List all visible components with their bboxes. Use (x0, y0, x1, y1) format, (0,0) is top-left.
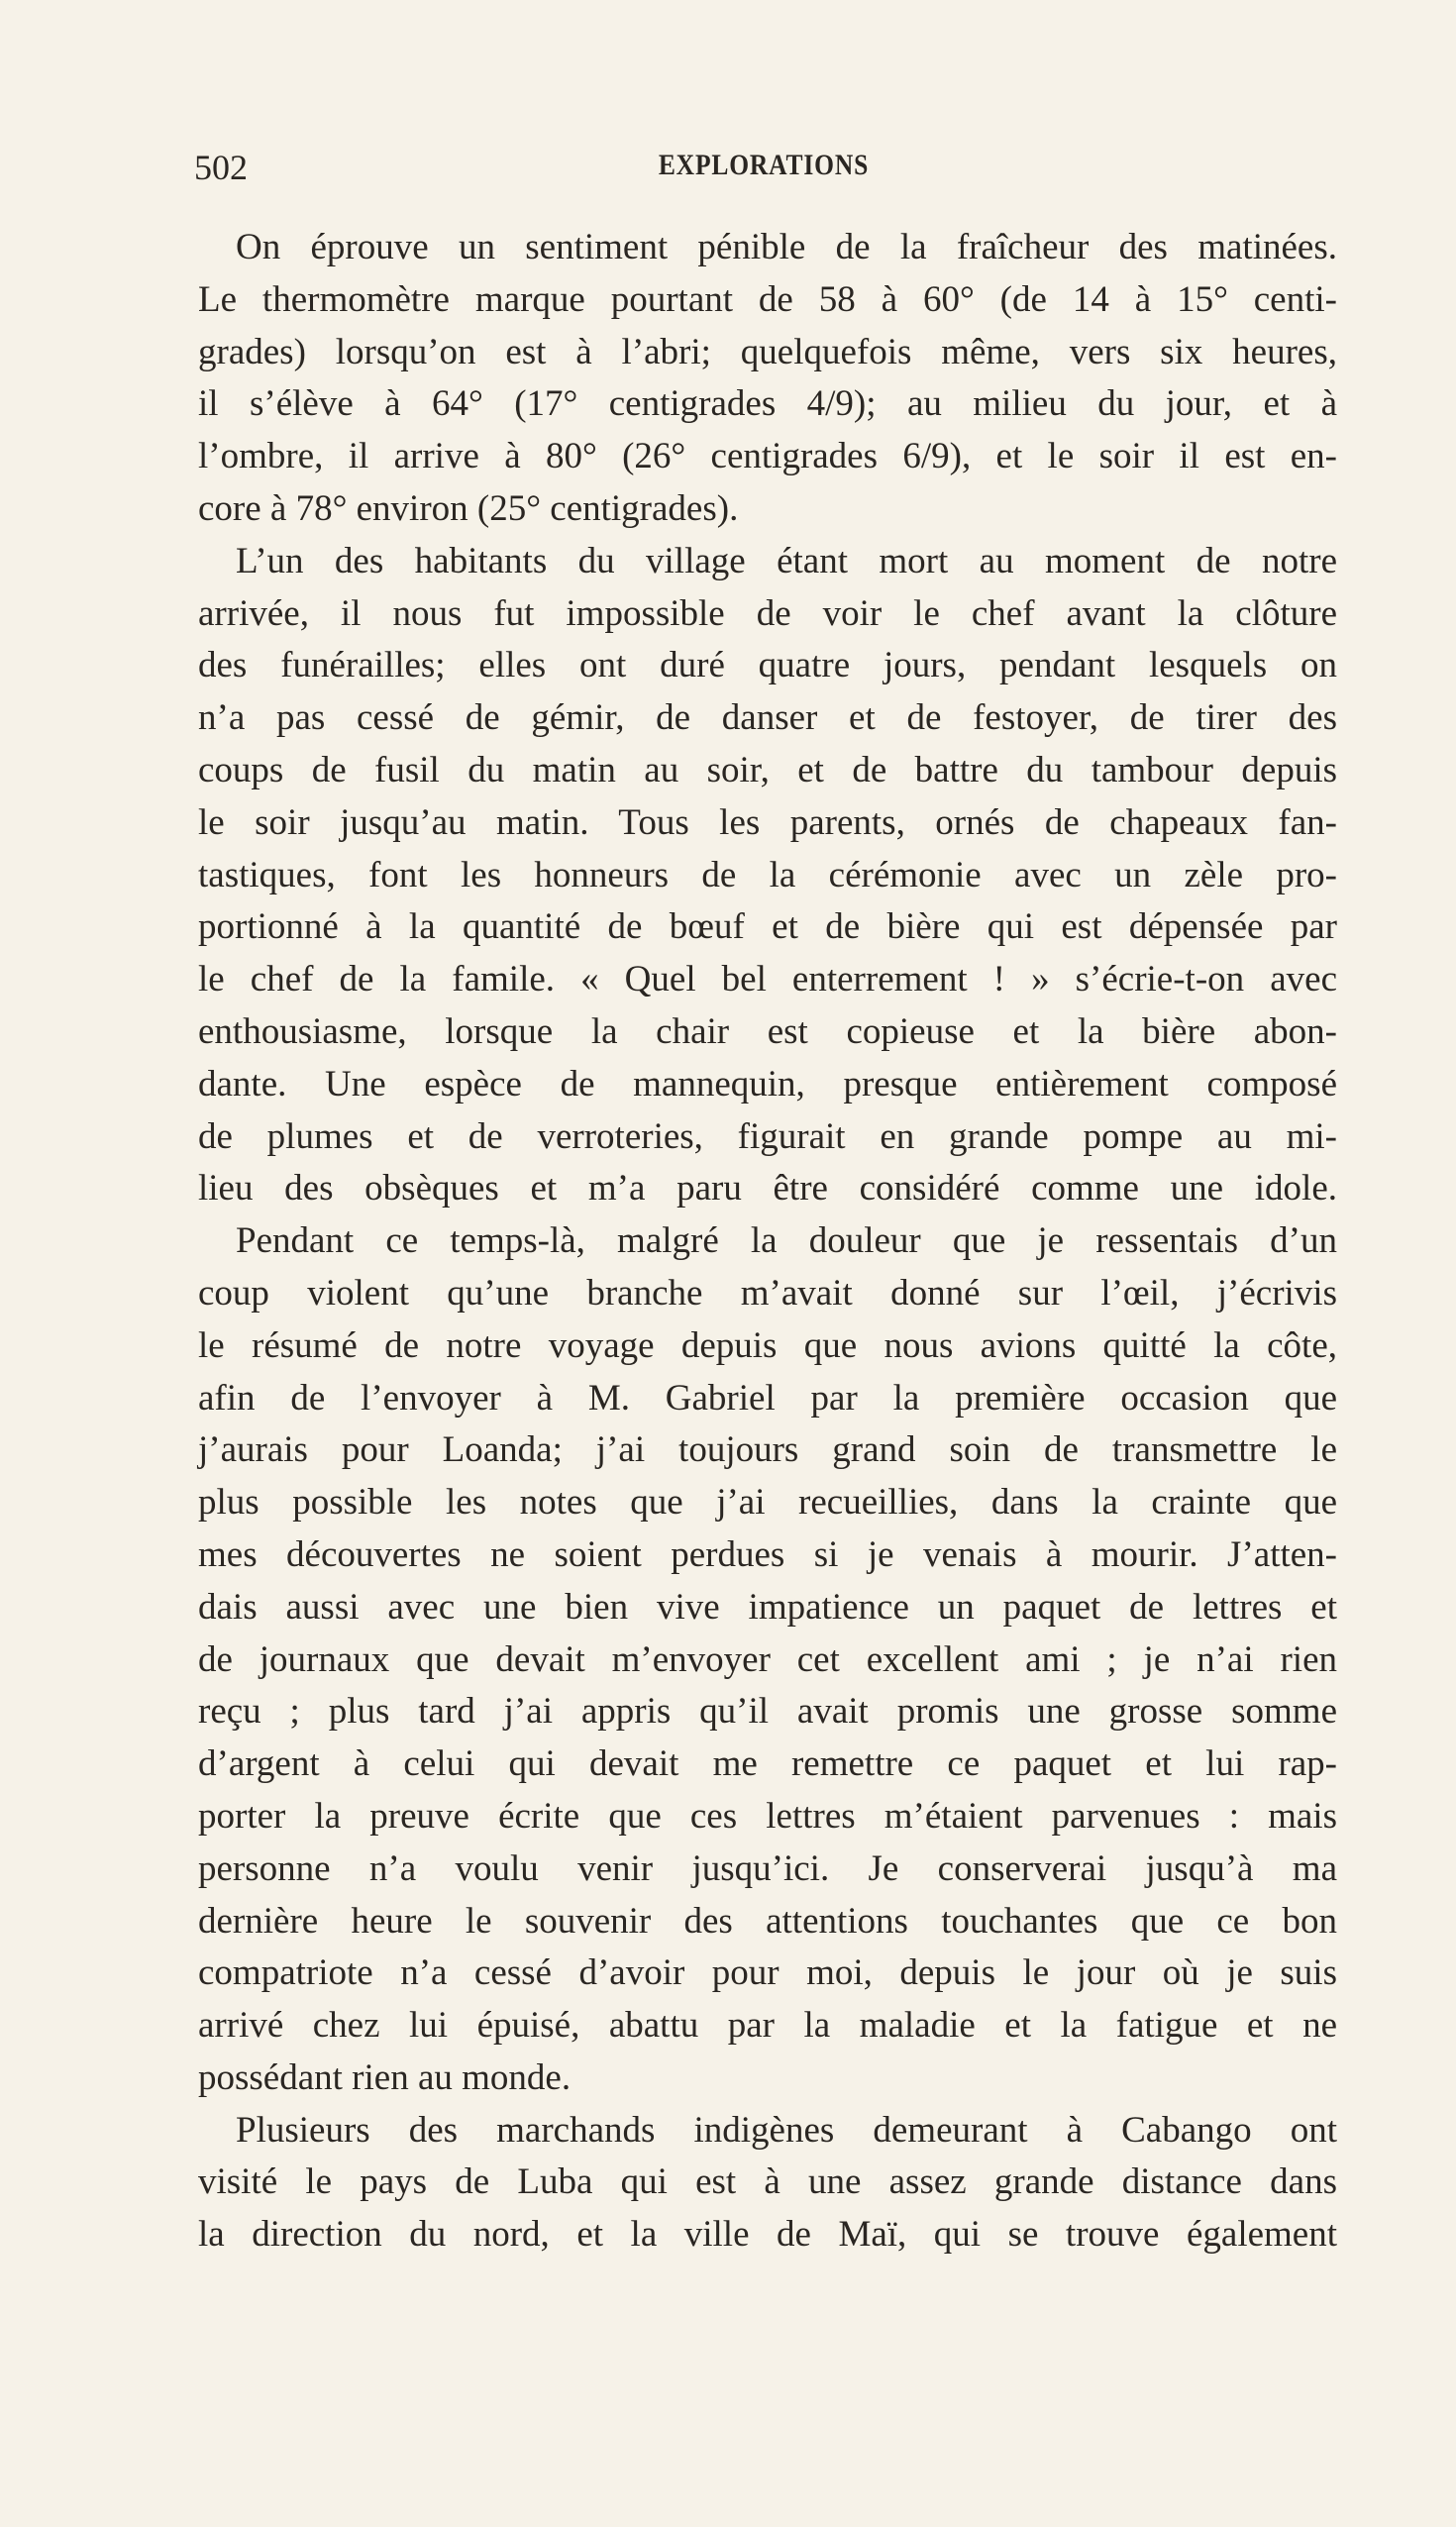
text-line: il s’élève à 64° (17° centigrades 4/9); au milieu du jour, et à (198, 383, 1337, 425)
text-line: porter la preuve écrite que ces lettres m’étaient parvenues : mais (198, 1795, 1337, 1837)
text-line: lieu des obsèques et m’a paru être considéré comme une idole. (198, 1168, 1337, 1210)
text-line: j’aurais pour Loanda; j’ai toujours grand soin de transmettre le (198, 1429, 1337, 1471)
running-header (194, 147, 1333, 198)
page-number: 502 (194, 148, 248, 187)
text-line: plus possible les notes que j’ai recueillies, dans la crainte que (198, 1482, 1337, 1524)
text-line: de plumes et de verroteries, figurait en grande pompe au mi- (198, 1115, 1337, 1157)
text-line: visité le pays de Luba qui est à une assez grande distance dans (198, 2161, 1337, 2203)
text-line: l’ombre, il arrive à 80° (26° centigrades 6/9), et le soir il est en- (198, 436, 1337, 477)
text-line: arrivé chez lui épuisé, abattu par la maladie et la fatigue et ne (198, 2005, 1337, 2047)
text-line: Le thermomètre marque pourtant de 58 à 60° (de 14 à 15° centi- (198, 278, 1337, 320)
text-line: des funérailles; elles ont duré quatre jours, pendant lesquels on (198, 645, 1337, 686)
text-line: L’un des habitants du village étant mort au moment de notre (236, 540, 1337, 581)
page-body-text (198, 222, 1337, 2262)
text-line: core à 78° environ (25° centigrades). (198, 487, 739, 529)
text-line: personne n’a voulu venir jusqu’ici. Je conserverai jusqu’à ma (198, 1847, 1337, 1889)
text-line: arrivée, il nous fut impossible de voir le chef avant la clôture (198, 592, 1337, 634)
text-line: afin de l’envoyer à M. Gabriel par la première occasion que (198, 1377, 1337, 1419)
text-line: coup violent qu’une branche m’avait donné sur l’œil, j’écrivis (198, 1272, 1337, 1314)
text-line: enthousiasme, lorsque la chair est copieuse et la bière abon- (198, 1010, 1337, 1052)
text-line: grades) lorsqu’on est à l’abri; quelquefois même, vers six heures, (198, 331, 1337, 372)
text-line: de journaux que devait m’envoyer cet excellent ami ; je n’ai rien (198, 1638, 1337, 1680)
text-line: d’argent à celui qui devait me remettre ce paquet et lui rap- (198, 1743, 1337, 1785)
text-line: mes découvertes ne soient perdues si je venais à mourir. J’atten- (198, 1533, 1337, 1575)
text-line: Plusieurs des marchands indigènes demeurant à Cabango ont (236, 2109, 1337, 2151)
text-line: coups de fusil du matin au soir, et de battre du tambour depuis (198, 749, 1337, 790)
text-line: Pendant ce temps-là, malgré la douleur que je ressentais d’un (236, 1220, 1337, 1262)
text-line: dante. Une espèce de mannequin, presque entièrement composé (198, 1063, 1337, 1105)
text-line: n’a pas cessé de gémir, de danser et de festoyer, de tirer des (198, 697, 1337, 739)
text-line: reçu ; plus tard j’ai appris qu’il avait promis une grosse somme (198, 1691, 1337, 1733)
running-title: EXPLORATIONS (658, 149, 870, 181)
text-line: la direction du nord, et la ville de Maï, qui se trouve également (198, 2214, 1337, 2256)
text-line: dernière heure le souvenir des attentions touchantes que ce bon (198, 1900, 1337, 1942)
text-line: compatriote n’a cessé d’avoir pour moi, depuis le jour où je suis (198, 1952, 1337, 1994)
text-line: le soir jusqu’au matin. Tous les parents, ornés de chapeaux fan- (198, 801, 1337, 843)
text-line: tastiques, font les honneurs de la cérémonie avec un zèle pro- (198, 854, 1337, 895)
text-line: portionné à la quantité de bœuf et de bière qui est dépensée par (198, 906, 1337, 948)
text-line: dais aussi avec une bien vive impatience un paquet de lettres et (198, 1586, 1337, 1628)
text-line: le résumé de notre voyage depuis que nous avions quitté la côte, (198, 1324, 1337, 1366)
text-line: possédant rien au monde. (198, 2056, 572, 2098)
text-line: le chef de la famile. « Quel bel enterrement ! » s’écrie-t-on avec (198, 959, 1337, 1000)
text-line: On éprouve un sentiment pénible de la fraîcheur des matinées. (236, 227, 1337, 267)
